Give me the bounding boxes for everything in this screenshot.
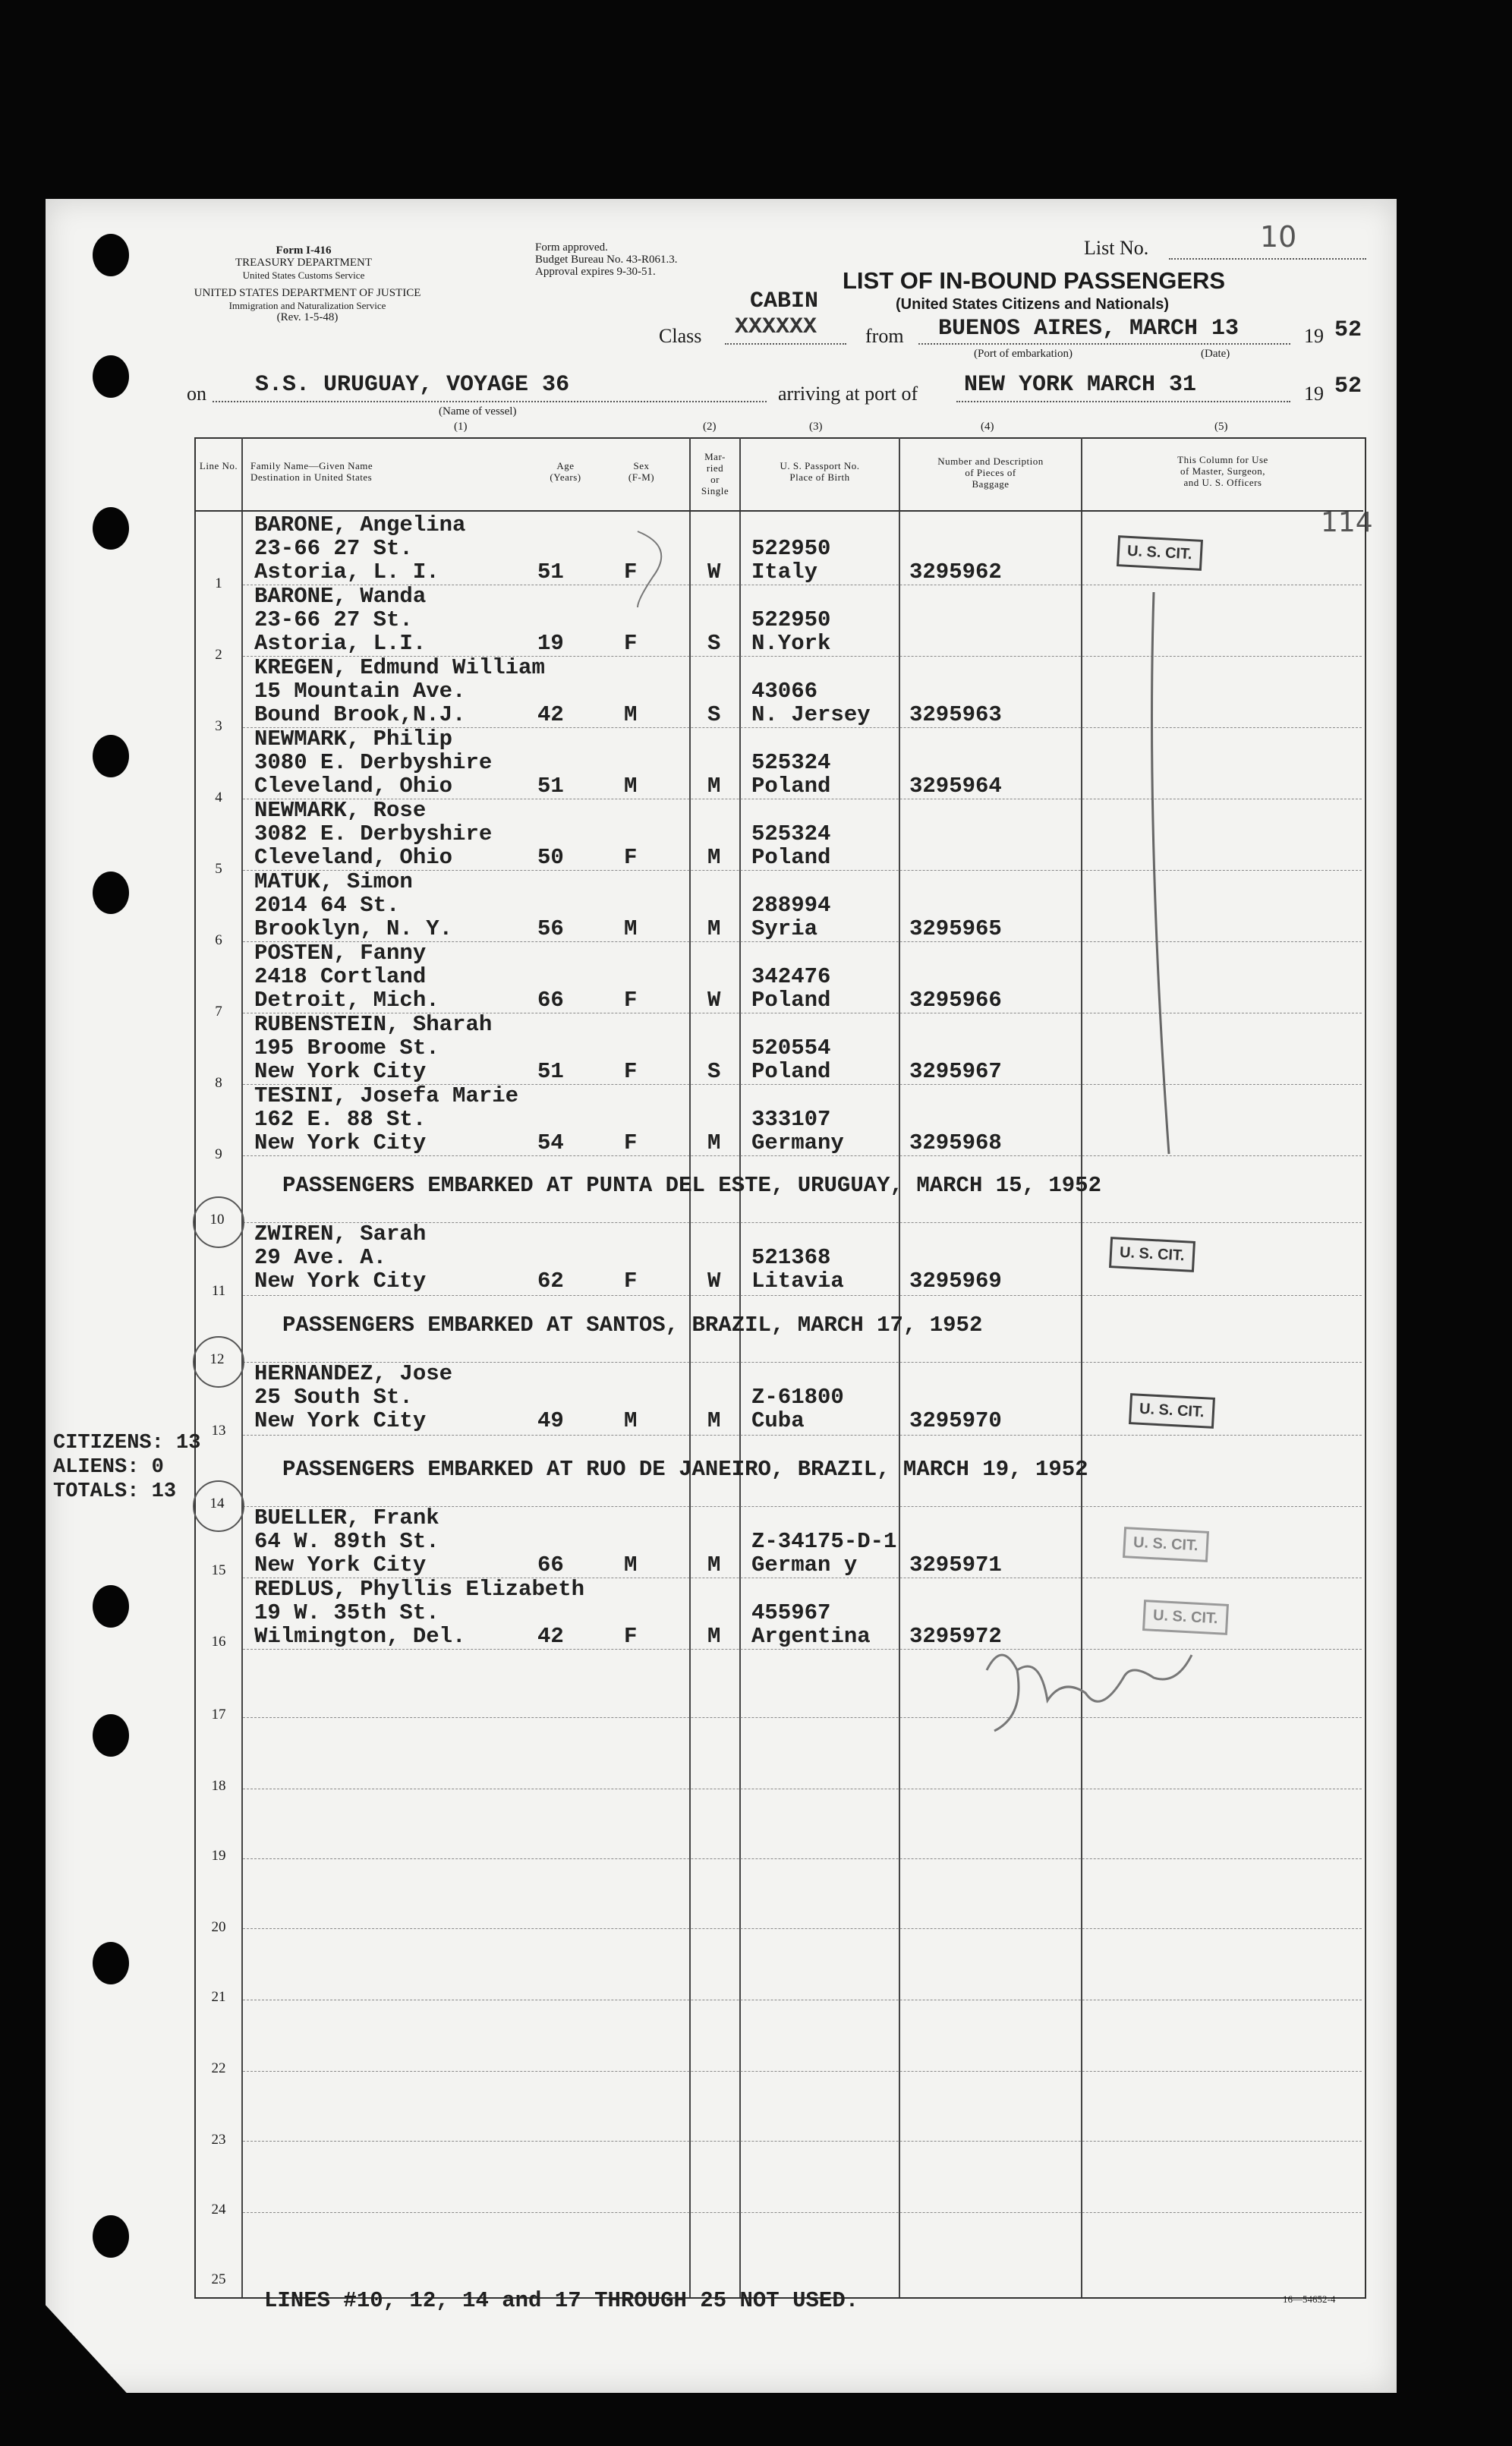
col-header-married: Mar- ried or Single	[701, 451, 729, 496]
passenger-name: TESINI, Josefa Marie	[254, 1083, 519, 1108]
form-number: Form I-416	[276, 244, 332, 257]
passenger-address: 162 E. 88 St.	[254, 1107, 427, 1132]
passenger-sex: M	[624, 916, 638, 941]
passenger-sex: M	[624, 1552, 638, 1578]
empty-line-number: 18	[211, 1778, 226, 1794]
line-number: 13	[211, 1423, 226, 1439]
passenger-sex: F	[624, 1059, 638, 1084]
us-citizen-stamp: U. S. CIT.	[1129, 1393, 1215, 1429]
place-of-birth: Germany	[751, 1130, 844, 1155]
passenger-address: 19 W. 35th St.	[254, 1600, 439, 1625]
passenger-sex: M	[624, 774, 638, 799]
passenger-sex: F	[624, 988, 638, 1013]
passenger-address: 195 Broome St.	[254, 1035, 439, 1061]
marital-status: S	[707, 702, 721, 727]
empty-line-number: 22	[211, 2060, 226, 2076]
marital-status: W	[707, 988, 721, 1013]
place-of-birth: Italy	[751, 559, 818, 585]
form-code: 16—54652-4	[1283, 2293, 1336, 2305]
baggage-no: 3295965	[909, 916, 1002, 941]
passenger-address: 3082 E. Derbyshire	[254, 821, 493, 846]
place-of-birth: N. Jersey	[751, 702, 871, 727]
pencil-check-line	[1152, 592, 1170, 1154]
place-of-birth: Poland	[751, 845, 831, 870]
passenger-city: Astoria, L. I.	[254, 559, 439, 585]
date-caption: (Date)	[1201, 348, 1230, 360]
line-number: 2	[215, 647, 222, 663]
marital-status: W	[707, 1269, 721, 1294]
empty-line-number: 17	[211, 1707, 226, 1723]
place-of-birth: Poland	[751, 988, 831, 1013]
passenger-city: Bound Brook,N.J.	[254, 702, 466, 727]
passenger-name: NEWMARK, Philip	[254, 727, 453, 752]
passport-no: 522950	[751, 607, 831, 632]
ins-service: Immigration and Naturalization Service	[228, 300, 386, 311]
passenger-age: 50	[537, 845, 564, 870]
passenger-address: 25 South St.	[254, 1385, 413, 1410]
passenger-city: Detroit, Mich.	[254, 988, 439, 1013]
col-num-5: (5)	[1214, 421, 1228, 433]
passenger-name: BARONE, Wanda	[254, 584, 427, 609]
passenger-sex: F	[624, 1624, 638, 1649]
col-header-age: Age (Years)	[550, 460, 581, 483]
line-number: 4	[215, 790, 222, 805]
baggage-no: 3295972	[909, 1624, 1002, 1649]
empty-line-number: 21	[211, 1989, 226, 2005]
place-of-birth: Poland	[751, 774, 831, 799]
line-number: 12	[209, 1351, 225, 1367]
passenger-age: 49	[537, 1408, 564, 1433]
passenger-age: 66	[537, 1552, 564, 1578]
line-number: 9	[215, 1146, 222, 1162]
line-number: 1	[215, 575, 222, 591]
col-num-3: (3)	[809, 421, 823, 433]
passenger-name: BUELLER, Frank	[254, 1505, 439, 1530]
passport-no: Z-61800	[751, 1385, 844, 1410]
on-label: on	[187, 383, 206, 405]
line-number: 6	[215, 932, 222, 948]
baggage-no: 3295967	[909, 1059, 1002, 1084]
passenger-city: Cleveland, Ohio	[254, 845, 453, 870]
us-citizen-stamp: U. S. CIT.	[1117, 535, 1203, 571]
us-citizen-stamp: U. S. CIT.	[1123, 1527, 1209, 1562]
passenger-name: BARONE, Angelina	[254, 512, 466, 537]
passenger-name: REDLUS, Phyllis Elizabeth	[254, 1577, 585, 1602]
marital-status: M	[707, 774, 721, 799]
line-number: 3	[215, 718, 222, 734]
aliens-total: ALIENS: 0	[53, 1456, 164, 1479]
passenger-name: HERNANDEZ, Jose	[254, 1361, 453, 1386]
place-of-birth: Syria	[751, 916, 818, 941]
customs-service: United States Customs Service	[242, 270, 365, 281]
passenger-name: MATUK, Simon	[254, 869, 413, 894]
passenger-address: 2418 Cortland	[254, 964, 427, 989]
passenger-age: 19	[537, 631, 564, 656]
section-heading: PASSENGERS EMBARKED AT RUO DE JANEIRO, BRAZIL, MARCH 19, 1952	[282, 1457, 1088, 1482]
class-value: CABIN	[750, 288, 819, 314]
col-header-officers: This Column for Use of Master, Surgeon, and U. S. Officers	[1177, 454, 1268, 488]
passport-no: 43066	[751, 679, 818, 704]
citizens-total: CITIZENS: 13	[53, 1432, 201, 1455]
embarkation-port: BUENOS AIRES, MARCH 13	[938, 316, 1240, 342]
passenger-city: New York City	[254, 1269, 427, 1294]
passport-no: 525324	[751, 750, 831, 775]
marital-status: W	[707, 559, 721, 585]
line-number: 5	[215, 861, 222, 877]
col-header-line-no: Line No.	[199, 460, 238, 471]
passenger-age: 51	[537, 559, 564, 585]
class-label: Class	[659, 325, 702, 347]
justice-dept: UNITED STATES DEPARTMENT OF JUSTICE	[194, 287, 421, 299]
col-header-baggage: Number and Description of Pieces of Baggage	[937, 455, 1044, 490]
passenger-age: 54	[537, 1130, 564, 1155]
class-struck: XXXXXX	[735, 314, 817, 340]
arriving-label: arriving at port of	[778, 383, 918, 405]
marital-status: M	[707, 1130, 721, 1155]
line-number: 11	[211, 1283, 226, 1299]
baggage-no: 3295966	[909, 988, 1002, 1013]
passenger-city: Wilmington, Del.	[254, 1624, 466, 1649]
line-number: 7	[215, 1004, 222, 1020]
col-header-name: Family Name—Given Name Destination in United States	[250, 460, 373, 483]
vessel-caption: (Name of vessel)	[439, 405, 517, 418]
baggage-no: 3295969	[909, 1269, 1002, 1294]
us-citizen-stamp: U. S. CIT.	[1109, 1237, 1195, 1272]
year2-value: 52	[1334, 374, 1362, 399]
unused-lines-note: LINES #10, 12, 14 and 17 THROUGH 25 NOT USED.	[264, 2288, 859, 2313]
place-of-birth: Litavia	[751, 1269, 844, 1294]
empty-line-number: 23	[211, 2132, 226, 2148]
passenger-address: 15 Mountain Ave.	[254, 679, 466, 704]
col-num-1: (1)	[454, 421, 468, 433]
passenger-name: POSTEN, Fanny	[254, 941, 427, 966]
baggage-no: 3295971	[909, 1552, 1002, 1578]
baggage-no: 3295964	[909, 774, 1002, 799]
budget-bureau: Budget Bureau No. 43-R061.3.	[535, 254, 678, 266]
passenger-age: 66	[537, 988, 564, 1013]
passenger-name: KREGEN, Edmund William	[254, 655, 545, 680]
passport-no: 455967	[751, 1600, 831, 1625]
passport-no: Z-34175-D-1	[751, 1529, 897, 1554]
passenger-address: 29 Ave. A.	[254, 1245, 387, 1270]
passenger-address: 64 W. 89th St.	[254, 1529, 439, 1554]
year1-value: 52	[1334, 317, 1362, 343]
document-subtitle: (United States Citizens and Nationals)	[896, 296, 1170, 313]
col-num-2: (2)	[703, 421, 717, 433]
place-of-birth: Cuba	[751, 1408, 805, 1433]
form-approved: Form approved.	[535, 241, 608, 254]
passenger-sex: F	[624, 845, 638, 870]
marital-status: M	[707, 916, 721, 941]
year2-prefix: 19	[1304, 383, 1324, 405]
line-number: 15	[211, 1562, 226, 1578]
passport-no: 521368	[751, 1245, 831, 1270]
approval-expires: Approval expires 9-30-51.	[535, 266, 656, 278]
arrival-port: NEW YORK MARCH 31	[964, 372, 1197, 398]
passenger-address: 23-66 27 St.	[254, 607, 413, 632]
revision-date: (Rev. 1-5-48)	[276, 311, 339, 323]
passenger-sex: M	[624, 702, 638, 727]
passenger-age: 42	[537, 702, 564, 727]
col-header-passport: U. S. Passport No. Place of Birth	[780, 460, 860, 483]
marital-status: M	[707, 1552, 721, 1578]
passenger-age: 42	[537, 1624, 564, 1649]
passenger-name: ZWIREN, Sarah	[254, 1221, 427, 1247]
passport-no: 520554	[751, 1035, 831, 1061]
marital-status: S	[707, 1059, 721, 1084]
empty-line-number: 19	[211, 1848, 226, 1864]
passenger-sex: F	[624, 631, 638, 656]
marital-status: S	[707, 631, 721, 656]
passenger-sex: F	[624, 559, 638, 585]
vessel-name: S.S. URUGUAY, VOYAGE 36	[255, 372, 570, 398]
port-embarkation-caption: (Port of embarkation)	[974, 348, 1073, 360]
us-citizen-stamp: U. S. CIT.	[1142, 1600, 1229, 1635]
passenger-sex: M	[624, 1408, 638, 1433]
passenger-name: NEWMARK, Rose	[254, 798, 427, 823]
line-number: 16	[211, 1634, 226, 1650]
passenger-address: 2014 64 St.	[254, 893, 400, 918]
section-heading: PASSENGERS EMBARKED AT SANTOS, BRAZIL, MARCH 17, 1952	[282, 1313, 983, 1338]
from-label: from	[865, 325, 904, 347]
list-no-label: List No.	[1084, 237, 1149, 259]
list-no-value: 10	[1260, 220, 1297, 254]
passport-no: 522950	[751, 536, 831, 561]
passenger-age: 51	[537, 774, 564, 799]
baggage-no: 3295963	[909, 702, 1002, 727]
passenger-city: Cleveland, Ohio	[254, 774, 453, 799]
document-title: LIST OF IN-BOUND PASSENGERS	[843, 267, 1226, 294]
margin-number: 114	[1321, 507, 1373, 538]
passenger-sex: F	[624, 1269, 638, 1294]
place-of-birth: Argentina	[751, 1624, 871, 1649]
line-number: 10	[209, 1212, 225, 1228]
passenger-sex: F	[624, 1130, 638, 1155]
passport-no: 342476	[751, 964, 831, 989]
col-num-4: (4)	[981, 421, 994, 433]
passenger-name: RUBENSTEIN, Sharah	[254, 1012, 493, 1037]
baggage-no: 3295968	[909, 1130, 1002, 1155]
empty-line-number: 24	[211, 2202, 226, 2217]
place-of-birth: N.York	[751, 631, 831, 656]
baggage-no: 3295962	[909, 559, 1002, 585]
pencil-mark	[638, 531, 661, 607]
passenger-age: 62	[537, 1269, 564, 1294]
baggage-no: 3295970	[909, 1408, 1002, 1433]
passenger-city: Astoria, L.I.	[254, 631, 427, 656]
empty-line-number: 25	[211, 2271, 226, 2287]
col-header-sex: Sex (F-M)	[628, 460, 655, 483]
passport-no: 525324	[751, 821, 831, 846]
passport-no: 333107	[751, 1107, 831, 1132]
passenger-address: 23-66 27 St.	[254, 536, 413, 561]
marital-status: M	[707, 1408, 721, 1433]
passenger-city: New York City	[254, 1130, 427, 1155]
line-number: 14	[209, 1496, 225, 1511]
inspector-signature	[987, 1655, 1192, 1731]
treasury-dept: TREASURY DEPARTMENT	[235, 257, 373, 269]
line-number: 8	[215, 1075, 222, 1091]
passport-no: 288994	[751, 893, 831, 918]
passenger-age: 51	[537, 1059, 564, 1084]
grand-total: TOTALS: 13	[53, 1480, 177, 1503]
marital-status: M	[707, 1624, 721, 1649]
marital-status: M	[707, 845, 721, 870]
passenger-city: New York City	[254, 1059, 427, 1084]
place-of-birth: German y	[751, 1552, 858, 1578]
place-of-birth: Poland	[751, 1059, 831, 1084]
section-heading: PASSENGERS EMBARKED AT PUNTA DEL ESTE, URUGUAY, MARCH 15, 1952	[282, 1173, 1101, 1198]
empty-line-number: 20	[211, 1919, 226, 1935]
year1-prefix: 19	[1304, 325, 1324, 347]
passenger-age: 56	[537, 916, 564, 941]
passenger-city: Brooklyn, N. Y.	[254, 916, 453, 941]
passenger-city: New York City	[254, 1552, 427, 1578]
passenger-city: New York City	[254, 1408, 427, 1433]
passenger-address: 3080 E. Derbyshire	[254, 750, 493, 775]
